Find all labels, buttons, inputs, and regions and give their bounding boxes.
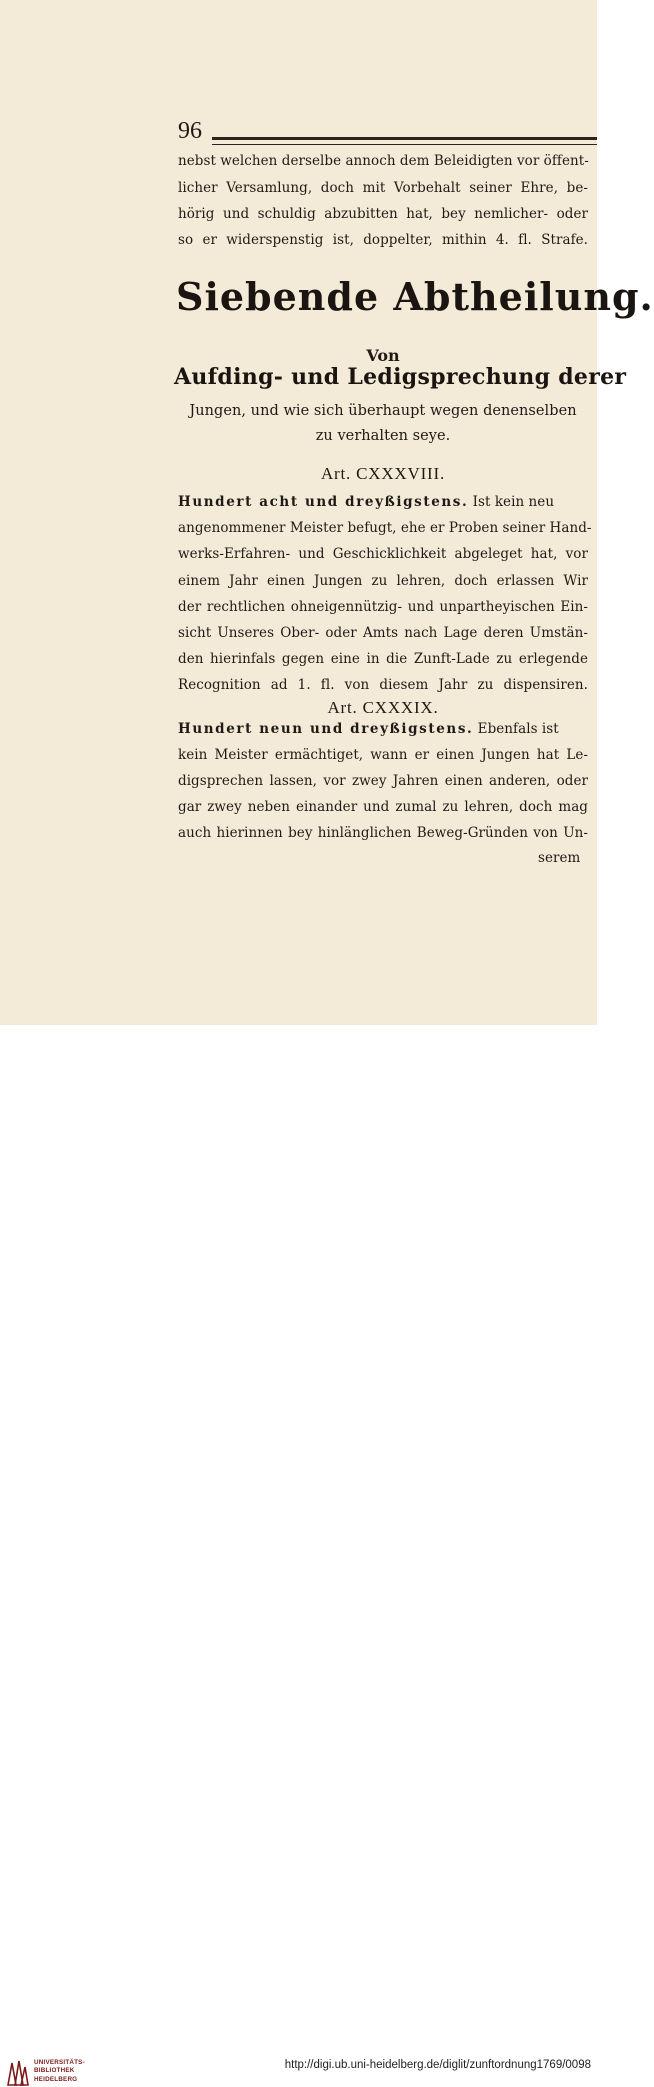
heading-line: Jungen, und wie sich überhaupt wegen denenselben [189,403,577,419]
article-lead: Hundert acht und dreyßigstens. [178,494,469,510]
page-number: 96 [178,118,202,144]
intro-line: nebst welchen derselbe annoch dem Beleidigten vor öffent- [178,153,589,169]
article-line: gar zwey neben einander und zumal zu lehren, doch mag [178,799,588,815]
article-line: kein Meister ermächtiget, wann er einen Jungen hat Le- [178,747,588,763]
article-line: digsprechen lassen, vor zwey Jahren einen anderen, oder [178,773,588,789]
article-lead: Hundert neun und dreyßigstens. [178,721,474,737]
intro-line: licher Versamlung, doch mit Vorbehalt seiner Ehre, be- [178,180,588,196]
header-rule [212,137,597,140]
heading-line: zu verhalten seye. [315,428,451,444]
article-first-rest: Ist kein neu [468,494,555,510]
article-line: Recognition ad 1. fl. von diesem Jahr zu dispensiren. [178,677,588,693]
article-line: einem Jahr einen Jungen zu lehren, doch erlassen Wir [178,573,588,589]
header-rule-thin [212,144,597,145]
footer-bar [0,1025,597,2083]
intro-line: hörig und schuldig abzubitten hat, bey nemlicher- oder [178,206,588,222]
article-line: werks-Erfahren- und Geschicklichkeit abgeleget hat, vor [178,546,588,562]
article-label: Art. CXXXIX. [327,698,439,717]
library-logo-icon [6,2059,30,2087]
article-line: den hierinfals gegen eine in die Zunft-Lade zu erlegende [178,651,588,667]
heading-subtitle: Aufding- und Ledigsprechung derer [174,364,627,390]
article-line: sicht Unseres Ober- oder Amts nach Lage deren Umstän- [178,625,588,641]
article-line: angenommener Meister befugt, ehe er Proben seiner Hand- [178,520,592,536]
article-first-rest: Ebenfals ist [473,721,559,737]
article-first-line [178,494,588,510]
scanned-page [0,0,654,1025]
logo-line: HEIDELBERG [34,2075,78,2083]
intro-line: so er widerspenstig ist, doppelter, mithin 4. fl. Strafe. [178,232,588,248]
article-line: auch hierinnen bey hinlänglichen Beweg-Gründen von Un- [178,825,588,841]
logo-line: BIBLIOTHEK [34,2067,75,2075]
article-label: Art. CXXXVIII. [320,464,446,483]
article-line: der rechtlichen ohneigennützig- und unpartheyischen Ein- [178,599,588,615]
library-logo-text [34,2059,154,2084]
catchword: serem [538,850,581,866]
heading-von: Von [366,346,400,365]
source-url-link[interactable]: http://digi.ub.uni-heidelberg.de/diglit/zunftordnung1769/0098 [284,2059,591,2071]
section-title: Siebende Abtheilung. [176,274,654,319]
article-first-line [178,721,588,737]
logo-line: UNIVERSITÄTS- [34,2059,85,2066]
